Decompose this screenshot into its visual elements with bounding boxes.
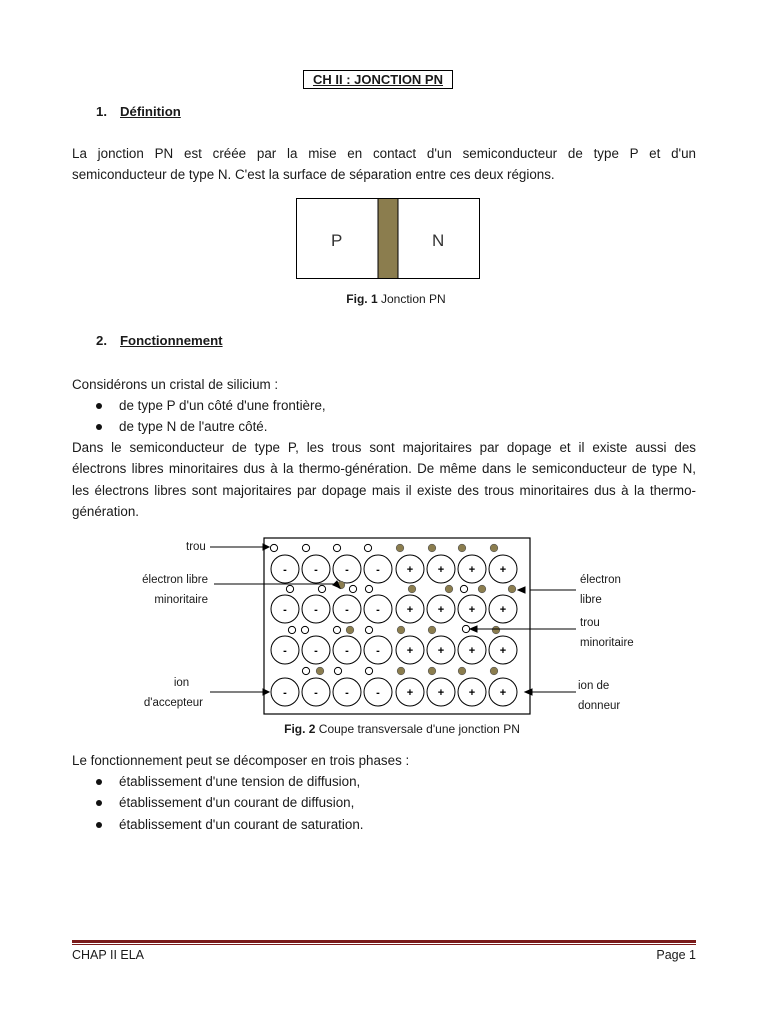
acceptor-sign: - <box>314 564 318 576</box>
donor-sign: + <box>468 564 476 576</box>
list-item: établissement d'un courant de saturation. <box>96 814 363 835</box>
definition-paragraph: La jonction PN est créée par la mise en contact d'un semiconducteur de type P et d'un semiconducteur de type N. C'est la surface de séparation entre ces deux régions. <box>72 146 696 183</box>
donor-sign: + <box>406 645 414 657</box>
hole <box>334 667 341 674</box>
hole <box>364 544 371 551</box>
hole <box>333 544 340 551</box>
acceptor-sign: - <box>314 604 318 616</box>
hole <box>301 626 308 633</box>
hole <box>318 585 325 592</box>
fig2-caption: Fig. 2 Coupe transversale d'une jonction PN <box>284 722 520 736</box>
electron <box>458 667 466 675</box>
phases-bullet-list <box>96 771 363 835</box>
hole <box>270 544 277 551</box>
acceptor-sign: - <box>345 604 349 616</box>
cross-section-figure <box>130 532 650 722</box>
donor-sign: + <box>437 687 445 699</box>
pn-junction-figure <box>296 198 480 280</box>
label-electron-libre: électron libre <box>580 574 621 606</box>
p-region-label: P <box>331 231 343 250</box>
section-1-heading: 1. Définition <box>96 104 181 119</box>
footer-rule <box>72 940 696 943</box>
hole <box>288 626 295 633</box>
junction-region <box>378 199 398 279</box>
label-ion-donneur: ion de donneur <box>578 680 621 712</box>
hole <box>365 667 372 674</box>
phases-intro: Le fonctionnement peut se décomposer en trois phases : <box>72 753 410 768</box>
donor-sign: + <box>468 604 476 616</box>
fig1-caption: Fig. 1 Jonction PN <box>346 292 446 306</box>
electron <box>428 667 436 675</box>
hole <box>302 544 309 551</box>
electron <box>428 626 436 634</box>
electron <box>428 544 436 552</box>
acceptor-sign: - <box>376 687 380 699</box>
electron <box>458 544 466 552</box>
donor-sign: + <box>406 564 414 576</box>
electron <box>490 544 498 552</box>
region-bullet-list <box>96 395 326 438</box>
footer-page-number: Page 1 <box>656 948 696 962</box>
electron <box>396 544 404 552</box>
list-item: de type P d'un côté d'une frontière, <box>96 395 326 416</box>
label-trou: trou <box>186 541 206 553</box>
hole <box>349 585 356 592</box>
donor-sign: + <box>468 687 476 699</box>
acceptor-sign: - <box>376 604 380 616</box>
page-title: CH II : JONCTION PN <box>303 70 453 89</box>
donor-sign: + <box>406 687 414 699</box>
hole <box>365 585 372 592</box>
electron <box>508 585 516 593</box>
functioning-paragraph: Dans le semiconducteur de type P, les trous sont majoritaires par dopage et il existe aussi des électrons libres minoritaires dus à la thermo-génération. De même dans le semiconducteur de type N, les électrons libres sont majoritaires par dopage mais il existe des trous minoritaires dus à la thermo- génération. <box>72 440 696 519</box>
donor-sign: + <box>468 645 476 657</box>
donor-sign: + <box>499 604 507 616</box>
donor-sign: + <box>437 564 445 576</box>
label-electron-libre-minoritaire: électron libre minoritaire <box>142 574 208 606</box>
electron <box>346 626 354 634</box>
label-ion-accepteur: ion d'accepteur <box>143 677 203 709</box>
list-item: de type N de l'autre côté. <box>96 416 326 437</box>
acceptor-sign: - <box>314 687 318 699</box>
acceptor-sign: - <box>376 564 380 576</box>
donor-sign: + <box>499 687 507 699</box>
electron <box>445 585 453 593</box>
electron <box>478 585 486 593</box>
hole <box>302 667 309 674</box>
list-item: établissement d'un courant de diffusion, <box>96 792 363 813</box>
hole <box>286 585 293 592</box>
hole <box>365 626 372 633</box>
acceptor-sign: - <box>283 645 287 657</box>
donor-sign: + <box>499 564 507 576</box>
donor-sign: + <box>406 604 414 616</box>
electron <box>397 626 405 634</box>
electron <box>490 667 498 675</box>
electron <box>316 667 324 675</box>
donor-sign: + <box>499 645 507 657</box>
electron <box>397 667 405 675</box>
n-region-label: N <box>432 231 445 250</box>
acceptor-sign: - <box>345 687 349 699</box>
intro-text: Considérons un cristal de silicium : <box>72 377 279 392</box>
footer-chapter: CHAP II ELA <box>72 948 145 962</box>
hole <box>462 625 469 632</box>
electron <box>408 585 416 593</box>
section-2-heading: 2. Fonctionnement <box>96 333 223 348</box>
acceptor-sign: - <box>283 564 287 576</box>
acceptor-sign: - <box>283 604 287 616</box>
list-item: établissement d'une tension de diffusion, <box>96 771 363 792</box>
acceptor-sign: - <box>283 687 287 699</box>
donor-sign: + <box>437 645 445 657</box>
footer-rule-thin <box>72 944 696 945</box>
acceptor-sign: - <box>314 645 318 657</box>
label-trou-minoritaire: trou minoritaire <box>580 617 634 649</box>
hole <box>333 626 340 633</box>
donor-sign: + <box>437 604 445 616</box>
hole <box>460 585 467 592</box>
electron <box>492 626 500 634</box>
acceptor-sign: - <box>345 645 349 657</box>
acceptor-sign: - <box>345 564 349 576</box>
acceptor-sign: - <box>376 645 380 657</box>
